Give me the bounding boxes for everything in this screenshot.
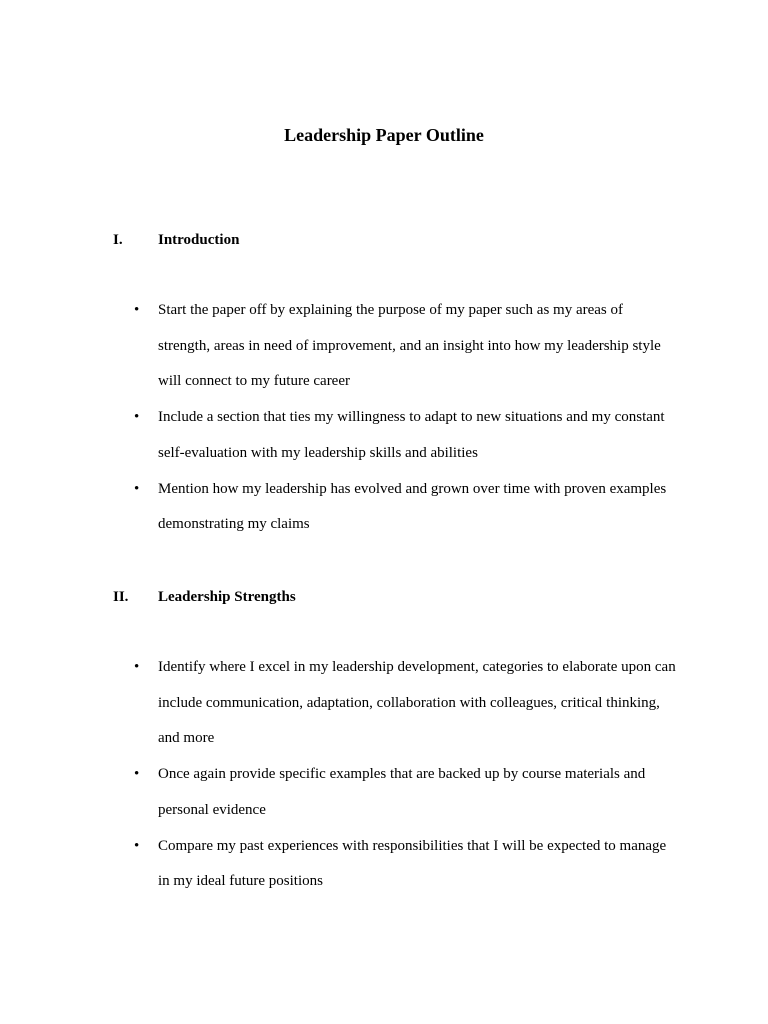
bullet-icon: • — [134, 837, 140, 854]
bullet-icon: • — [134, 409, 140, 426]
bullet-icon: • — [134, 766, 140, 783]
list-item-text: Once again provide specific examples that are backed up by course materials and personal evidence — [158, 766, 646, 818]
bullet-icon: • — [134, 480, 140, 497]
list-item-text: Mention how my leadership has evolved and grown over time with proven examples demonstrating my claims — [158, 480, 667, 533]
bullet-icon: • — [134, 659, 140, 675]
list-item-text: Compare my past experiences with responsibilities that I will be expected to manage in my ideal future positions — [158, 837, 667, 890]
list-item — [0, 757, 678, 828]
list-item-text: Include a section that ties my willingness to adapt to new situations and my constant self-evaluation with my leadership skills and abilities — [158, 409, 665, 461]
list-item — [0, 293, 678, 400]
bullet-icon: • — [134, 302, 140, 318]
introduction-bullet-list — [0, 293, 768, 543]
list-item-text: Identify where I excel in my leadership development, categories to elaborate upon can include communication, adaptation, collaboration with colleagues, critical thinking, and more — [158, 659, 676, 747]
leadership-strengths-bullet-list — [0, 650, 768, 900]
list-item — [0, 472, 678, 543]
list-item — [0, 400, 678, 471]
list-item — [0, 650, 678, 757]
section-numeral: II. — [113, 589, 129, 605]
section-numeral: I. — [113, 232, 123, 248]
section-title: Introduction — [158, 232, 240, 248]
list-item-text: Start the paper off by explaining the purpose of my paper such as my areas of strength, areas in need of improvement, and an insight into how my leadership style will connect to my future career — [158, 302, 661, 390]
section-title: Leadership Strengths — [158, 589, 296, 605]
list-item — [0, 829, 678, 900]
page-title: Leadership Paper Outline — [284, 125, 484, 145]
